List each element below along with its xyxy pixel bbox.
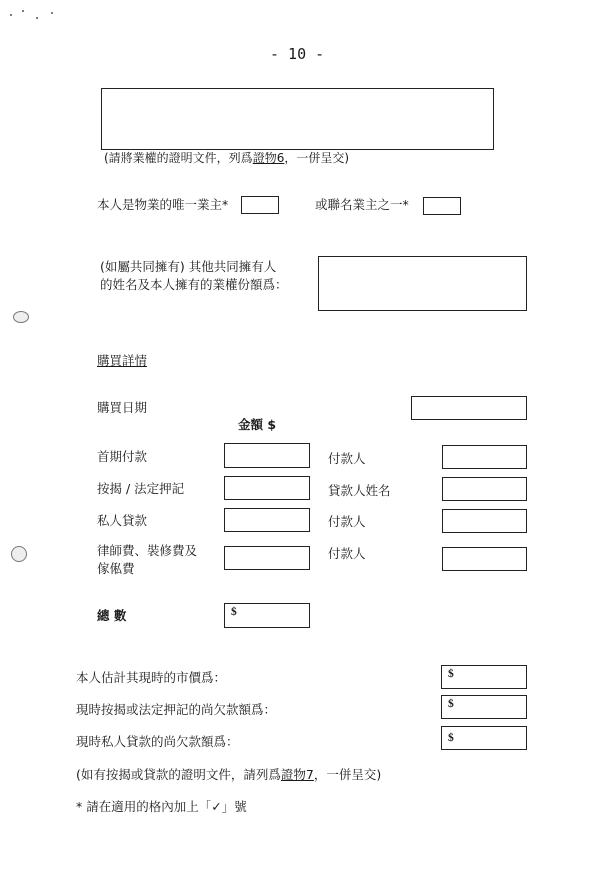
loan-proof-note: (如有按揭或貸款的證明文件，請列爲證物7，一併呈交) [76,767,382,782]
ownership-proof-note: (請將業權的證明文件，列爲證物6，一併呈交) [104,151,350,165]
page-number: - 10 - [270,45,325,63]
co-owners-label-line2: 的姓名及本人擁有的業權份額爲： [100,277,288,292]
total-amount-input[interactable] [224,603,310,628]
fees-label-line2: 傢俬費 [97,561,135,576]
checkmark-footnote: * 請在適用的格內加上「✓」號 [76,799,247,814]
co-owners-label-line1: (如屬共同擁有) 其他共同擁有人 [100,259,277,274]
private-loan-label: 私人貸款 [97,513,148,528]
amount-header: 金額 $ [238,417,277,432]
fees-payer-input[interactable] [442,547,527,571]
mortgage-lender-label: 貸款人姓名 [328,483,391,498]
joint-owner-checkbox[interactable] [423,197,461,215]
scan-speck [36,17,38,19]
ownership-proof-box[interactable] [101,88,494,150]
scan-speck [22,10,24,12]
mortgage-owing-currency-symbol: $ [448,698,454,710]
exhibit-7-label: 證物7 [280,767,314,782]
fees-amount-input[interactable] [224,546,310,570]
fees-label-line1: 律師費、裝修費及 [97,543,198,558]
private-loan-owing-currency-symbol: $ [448,732,454,744]
total-label: 總 數 [97,608,127,623]
down-payment-label: 首期付款 [97,449,148,464]
private-loan-owing-label: 現時私人貸款的尚欠款額爲： [76,734,239,749]
punch-hole-mark [13,311,29,323]
purchase-date-input[interactable] [411,396,527,420]
purchase-section-title: 購買詳情 [97,353,148,368]
exhibit-6-label: 證物6 [252,151,285,165]
mortgage-owing-input[interactable] [441,695,527,719]
punch-hole-mark [11,546,27,562]
market-value-currency-symbol: $ [448,668,454,680]
joint-owner-label: 或聯名業主之一* [315,197,409,212]
private-loan-owing-input[interactable] [441,726,527,750]
co-owners-input[interactable] [318,256,527,311]
scan-speck [10,14,12,16]
private-loan-payer-input[interactable] [442,509,527,533]
mortgage-label: 按揭 / 法定押記 [97,481,185,496]
scan-speck [51,12,53,14]
down-payment-payer-label: 付款人 [328,451,366,466]
total-currency-symbol: $ [231,606,237,618]
down-payment-amount-input[interactable] [224,443,310,468]
sole-owner-label: 本人是物業的唯一業主* [97,197,229,212]
mortgage-amount-input[interactable] [224,476,310,500]
mortgage-lender-input[interactable] [442,477,527,501]
market-value-label: 本人估計其現時的市價爲： [76,670,227,685]
down-payment-payer-input[interactable] [442,445,527,469]
mortgage-owing-label: 現時按揭或法定押記的尚欠款額爲： [76,702,277,717]
private-loan-payer-label: 付款人 [328,514,366,529]
sole-owner-checkbox[interactable] [241,196,279,214]
private-loan-amount-input[interactable] [224,508,310,532]
purchase-date-label: 購買日期 [97,400,148,415]
fees-payer-label: 付款人 [328,546,366,561]
market-value-input[interactable] [441,665,527,689]
